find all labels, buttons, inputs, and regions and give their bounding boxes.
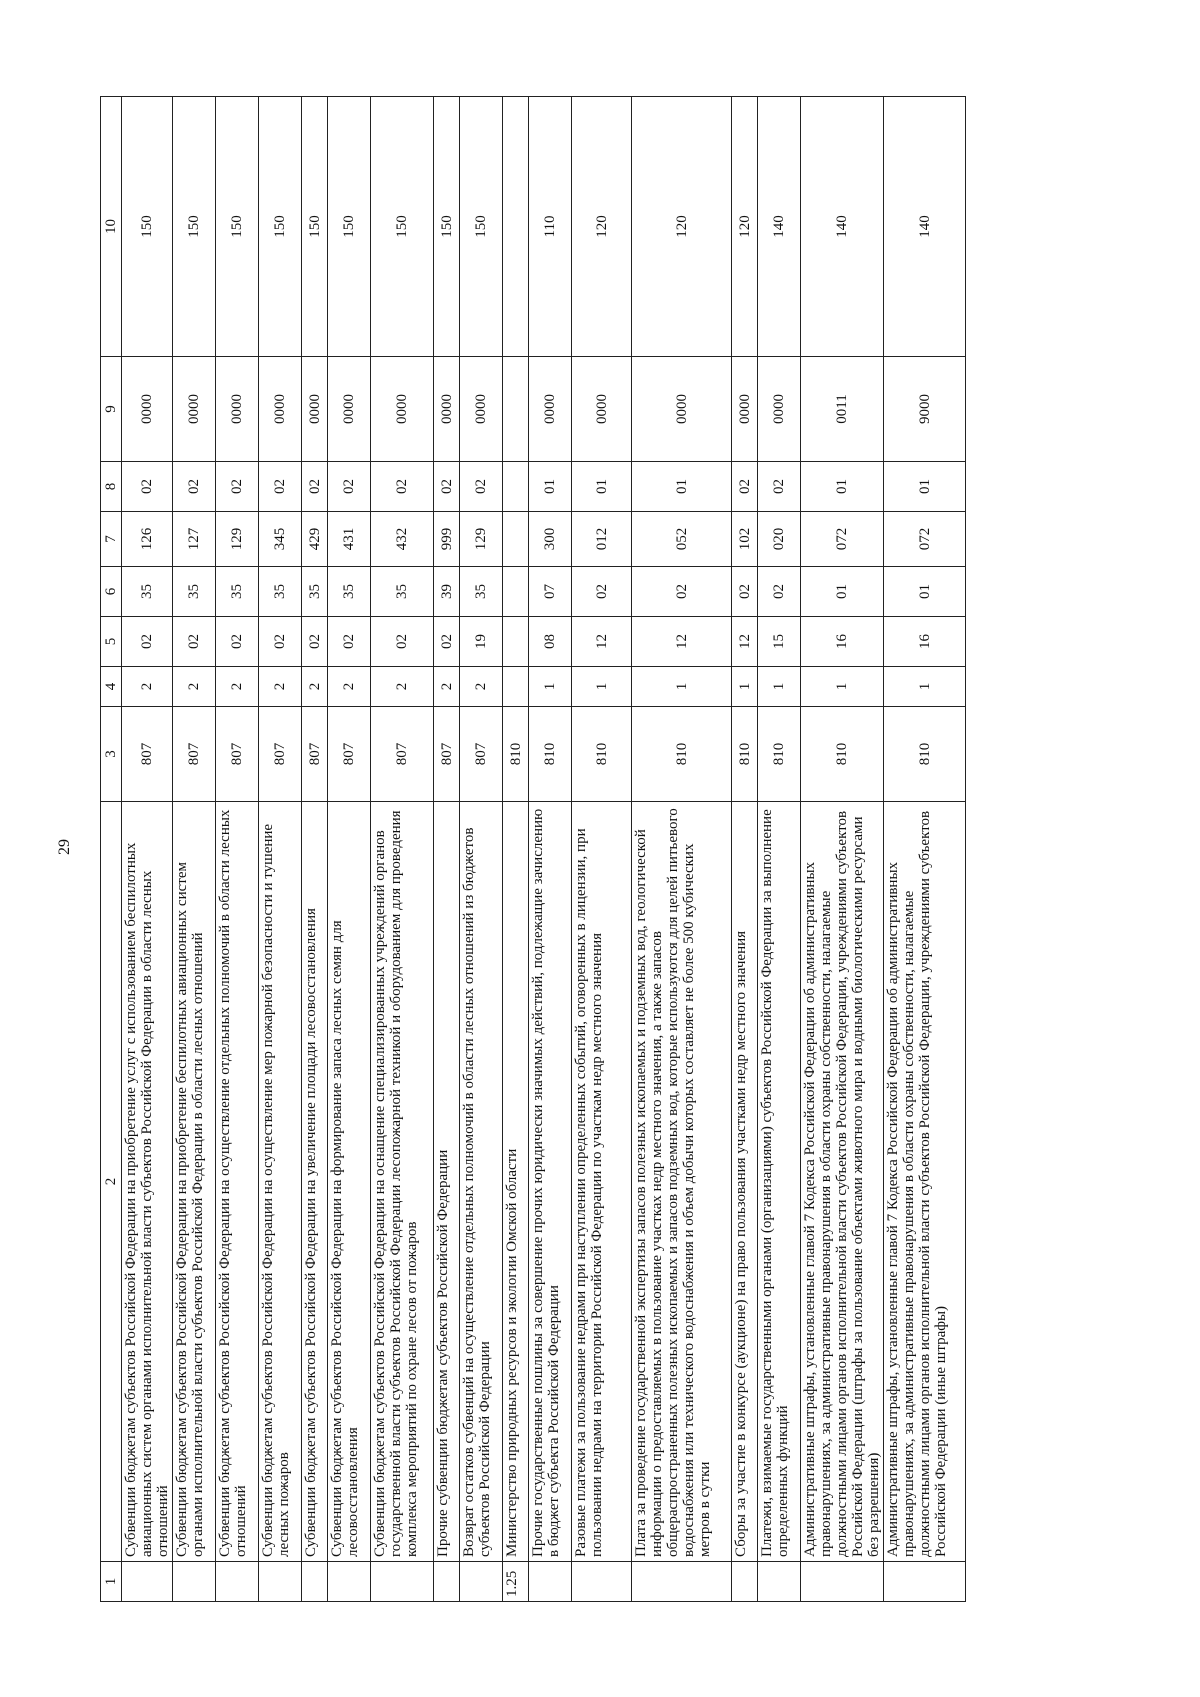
cell-code: 2 [434, 667, 460, 707]
cell-code: 807 [371, 707, 434, 802]
cell-code: 810 [632, 707, 732, 802]
table-row [503, 97, 529, 1602]
cell-code: 120 [732, 97, 758, 357]
cell-code: 19 [460, 617, 503, 667]
cell-code: 16 [884, 617, 966, 667]
cell-code: 35 [259, 567, 302, 617]
cell-code: 0000 [732, 357, 758, 462]
cell-code: 810 [529, 707, 572, 802]
cell-number [801, 1562, 884, 1602]
cell-code: 810 [758, 707, 801, 802]
cell-code: 02 [758, 462, 801, 512]
cell-code: 120 [632, 97, 732, 357]
cell-description: Административные штрафы, установленные главой 7 Кодекса Российской Федерации об административных правонарушениях, за административные правонарушения в области охраны собственности, налагаемые должностными лицами органов исполнительной власти субъектов Российской Федерации, учреждениями субъектов Российской Федерации (штрафы за пользование объектами животного мира и водными биологическими ресурсами без разрешения) [801, 802, 884, 1562]
table-row [758, 97, 801, 1602]
col-header: 1 [101, 1562, 122, 1602]
cell-number [529, 1562, 572, 1602]
cell-description: Возврат остатков субвенций на осуществление отдельных полномочий в области лесных отношений из бюджетов субъектов Российской Федерации [460, 802, 503, 1562]
cell-code: 999 [434, 512, 460, 567]
cell-code [503, 567, 529, 617]
col-header: 9 [101, 357, 122, 462]
table-row [529, 97, 572, 1602]
cell-number [173, 1562, 216, 1602]
cell-code: 807 [259, 707, 302, 802]
cell-code: 129 [460, 512, 503, 567]
cell-code: 126 [122, 512, 173, 567]
cell-description: Разовые платежи за пользование недрами при наступлении определенных событий, оговоренных в лицензии, при пользовании недрами на территории Российской Федерации по участкам недр местного значения [572, 802, 632, 1562]
cell-code: 2 [216, 667, 259, 707]
cell-code: 429 [302, 512, 328, 567]
cell-code: 35 [122, 567, 173, 617]
cell-code: 150 [173, 97, 216, 357]
cell-code: 07 [529, 567, 572, 617]
cell-code: 150 [460, 97, 503, 357]
cell-code: 1 [758, 667, 801, 707]
cell-number [460, 1562, 503, 1602]
cell-code: 02 [328, 617, 371, 667]
cell-code: 2 [259, 667, 302, 707]
cell-code: 140 [884, 97, 966, 357]
col-header: 5 [101, 617, 122, 667]
cell-number [572, 1562, 632, 1602]
cell-number [632, 1562, 732, 1602]
cell-code: 02 [122, 617, 173, 667]
cell-code: 02 [434, 462, 460, 512]
cell-code: 150 [259, 97, 302, 357]
cell-code: 0000 [434, 357, 460, 462]
cell-description: Министерство природных ресурсов и экологии Омской области [503, 802, 529, 1562]
cell-description: Административные штрафы, установленные главой 7 Кодекса Российской Федерации об административных правонарушениях, за административные правонарушения в области охраны собственности, налагаемые должностными лицами органов исполнительной власти субъектов Российской Федерации, учреждениями субъектов Российской Федерации (иные штрафы) [884, 802, 966, 1562]
table-row [302, 97, 328, 1602]
cell-code: 02 [173, 462, 216, 512]
cell-code: 02 [173, 617, 216, 667]
cell-code: 02 [259, 462, 302, 512]
cell-code: 120 [572, 97, 632, 357]
cell-code: 807 [122, 707, 173, 802]
cell-code: 12 [732, 617, 758, 667]
page-number: 29 [56, 839, 73, 855]
cell-code: 127 [173, 512, 216, 567]
cell-description: Прочие субвенции бюджетам субъектов Российской Федерации [434, 802, 460, 1562]
cell-code: 0000 [328, 357, 371, 462]
cell-number: 1.25 [503, 1562, 529, 1602]
table-row [259, 97, 302, 1602]
table-row [572, 97, 632, 1602]
cell-code: 2 [328, 667, 371, 707]
cell-code: 01 [529, 462, 572, 512]
cell-code: 01 [884, 567, 966, 617]
cell-number [884, 1562, 966, 1602]
cell-code: 0000 [302, 357, 328, 462]
table-row [328, 97, 371, 1602]
col-header: 10 [101, 97, 122, 357]
cell-code: 431 [328, 512, 371, 567]
cell-code: 2 [302, 667, 328, 707]
cell-code: 01 [572, 462, 632, 512]
cell-code [503, 97, 529, 357]
cell-code: 2 [173, 667, 216, 707]
cell-code: 150 [371, 97, 434, 357]
cell-code: 150 [122, 97, 173, 357]
cell-number [758, 1562, 801, 1602]
cell-code: 807 [460, 707, 503, 802]
cell-number [122, 1562, 173, 1602]
cell-code: 2 [460, 667, 503, 707]
cell-code: 0000 [371, 357, 434, 462]
cell-number [216, 1562, 259, 1602]
cell-code: 810 [884, 707, 966, 802]
cell-code: 9000 [884, 357, 966, 462]
cell-code: 02 [259, 617, 302, 667]
cell-code: 02 [632, 567, 732, 617]
cell-code: 807 [328, 707, 371, 802]
cell-description: Платежи, взимаемые государственными органами (организациями) субъектов Российской Федерации за выполнение определенных функций [758, 802, 801, 1562]
cell-code: 1 [529, 667, 572, 707]
cell-number [328, 1562, 371, 1602]
cell-code: 02 [122, 462, 173, 512]
cell-code: 02 [371, 617, 434, 667]
cell-code: 345 [259, 512, 302, 567]
cell-code: 072 [801, 512, 884, 567]
cell-code: 0000 [173, 357, 216, 462]
cell-code: 02 [732, 567, 758, 617]
cell-description: Субвенции бюджетам субъектов Российской Федерации на формирование запаса лесных семян для лесовосстановления [328, 802, 371, 1562]
cell-description: Субвенции бюджетам субъектов Российской Федерации на увеличение площади лесовосстановления [302, 802, 328, 1562]
table-row [434, 97, 460, 1602]
col-header: 2 [101, 802, 122, 1562]
cell-code: 140 [801, 97, 884, 357]
cell-code: 810 [732, 707, 758, 802]
table-row [122, 97, 173, 1602]
cell-code: 01 [632, 462, 732, 512]
cell-description: Субвенции бюджетам субъектов Российской Федерации на оснащение специализированных учреждений органов государственной власти субъектов Российской Федерации лесопожарной техникой и оборудованием для проведения комплекса мероприятий по охране лесов от пожаров [371, 802, 434, 1562]
cell-code: 150 [434, 97, 460, 357]
cell-number [434, 1562, 460, 1602]
cell-code: 1 [632, 667, 732, 707]
cell-code: 300 [529, 512, 572, 567]
cell-code: 35 [371, 567, 434, 617]
cell-code: 02 [732, 462, 758, 512]
cell-number [302, 1562, 328, 1602]
cell-code: 0000 [572, 357, 632, 462]
cell-code: 150 [216, 97, 259, 357]
cell-code: 072 [884, 512, 966, 567]
cell-code: 110 [529, 97, 572, 357]
header-row [101, 97, 122, 1602]
cell-code: 35 [173, 567, 216, 617]
rotated-table-container [100, 97, 1075, 1602]
cell-code: 432 [371, 512, 434, 567]
cell-code: 102 [732, 512, 758, 567]
cell-code: 150 [328, 97, 371, 357]
cell-code: 2 [122, 667, 173, 707]
col-header: 3 [101, 707, 122, 802]
col-header: 6 [101, 567, 122, 617]
table-row [371, 97, 434, 1602]
table-row [732, 97, 758, 1602]
cell-description: Сборы за участие в конкурсе (аукционе) на право пользования участками недр местного значения [732, 802, 758, 1562]
cell-code: 140 [758, 97, 801, 357]
cell-code: 0000 [122, 357, 173, 462]
col-header: 7 [101, 512, 122, 567]
cell-code: 2 [371, 667, 434, 707]
cell-code: 01 [801, 567, 884, 617]
cell-code: 0000 [758, 357, 801, 462]
col-header: 4 [101, 667, 122, 707]
cell-code: 39 [434, 567, 460, 617]
cell-code: 16 [801, 617, 884, 667]
cell-code: 02 [328, 462, 371, 512]
table-row [173, 97, 216, 1602]
budget-codes-table [100, 96, 966, 1602]
cell-code: 1 [884, 667, 966, 707]
table-row [460, 97, 503, 1602]
cell-code: 810 [572, 707, 632, 802]
cell-code: 0000 [529, 357, 572, 462]
cell-code: 01 [801, 462, 884, 512]
cell-code: 0011 [801, 357, 884, 462]
cell-code: 12 [632, 617, 732, 667]
table-row [632, 97, 732, 1602]
cell-code: 807 [302, 707, 328, 802]
cell-code: 020 [758, 512, 801, 567]
cell-code: 810 [503, 707, 529, 802]
cell-code: 810 [801, 707, 884, 802]
cell-code: 0000 [216, 357, 259, 462]
col-header: 8 [101, 462, 122, 512]
cell-code: 08 [529, 617, 572, 667]
cell-code: 807 [434, 707, 460, 802]
cell-number [371, 1562, 434, 1602]
table-body [122, 97, 966, 1602]
cell-code: 0000 [460, 357, 503, 462]
cell-code [503, 617, 529, 667]
cell-description: Субвенции бюджетам субъектов Российской Федерации на приобретение услуг с использованием беспилотных авиационных систем органами исполнительной власти субъектов Российской Федерации в области лесных отношений [122, 802, 173, 1562]
cell-code: 02 [572, 567, 632, 617]
cell-code: 1 [572, 667, 632, 707]
cell-code: 0000 [632, 357, 732, 462]
cell-code: 35 [460, 567, 503, 617]
table-row [801, 97, 884, 1602]
cell-code: 02 [216, 462, 259, 512]
cell-description: Плата за проведение государственной экспертизы запасов полезных ископаемых и подземных вод, геологической информации о предоставляемых в пользование участках недр местного значения, а также запасов общераспространенных полезных ископаемых и запасов подземных вод, которые используются для целей питьевого водоснабжения или технического водоснабжения и объем добычи которых составляет не более 500 кубических метров в сутки [632, 802, 732, 1562]
cell-number [732, 1562, 758, 1602]
cell-description: Субвенции бюджетам субъектов Российской Федерации на осуществление отдельных полномочий в области лесных отношений [216, 802, 259, 1562]
cell-code: 807 [173, 707, 216, 802]
cell-code: 1 [732, 667, 758, 707]
cell-description: Субвенции бюджетам субъектов Российской Федерации на приобретение беспилотных авиационных систем органами исполнительной власти субъектов Российской Федерации в области лесных отношений [173, 802, 216, 1562]
cell-code: 02 [302, 462, 328, 512]
cell-code: 35 [328, 567, 371, 617]
cell-code: 15 [758, 617, 801, 667]
table-row [884, 97, 966, 1602]
cell-code: 1 [801, 667, 884, 707]
cell-code: 807 [216, 707, 259, 802]
cell-code: 052 [632, 512, 732, 567]
cell-code [503, 667, 529, 707]
cell-code: 35 [302, 567, 328, 617]
cell-number [259, 1562, 302, 1602]
cell-code: 02 [371, 462, 434, 512]
cell-code: 150 [302, 97, 328, 357]
cell-description: Субвенции бюджетам субъектов Российской Федерации на осуществление мер пожарной безопасности и тушение лесных пожаров [259, 802, 302, 1562]
cell-description: Прочие государственные пошлины за совершение прочих юридически значимых действий, подлежащие зачислению в бюджет субъекта Российской Федерации [529, 802, 572, 1562]
cell-code: 02 [460, 462, 503, 512]
table-row [216, 97, 259, 1602]
cell-code [503, 357, 529, 462]
cell-code [503, 462, 529, 512]
cell-code: 129 [216, 512, 259, 567]
cell-code: 02 [434, 617, 460, 667]
cell-code: 35 [216, 567, 259, 617]
cell-code: 02 [216, 617, 259, 667]
cell-code: 01 [884, 462, 966, 512]
cell-code: 0000 [259, 357, 302, 462]
cell-code [503, 512, 529, 567]
cell-code: 12 [572, 617, 632, 667]
cell-code: 012 [572, 512, 632, 567]
cell-code: 02 [302, 617, 328, 667]
cell-code: 02 [758, 567, 801, 617]
